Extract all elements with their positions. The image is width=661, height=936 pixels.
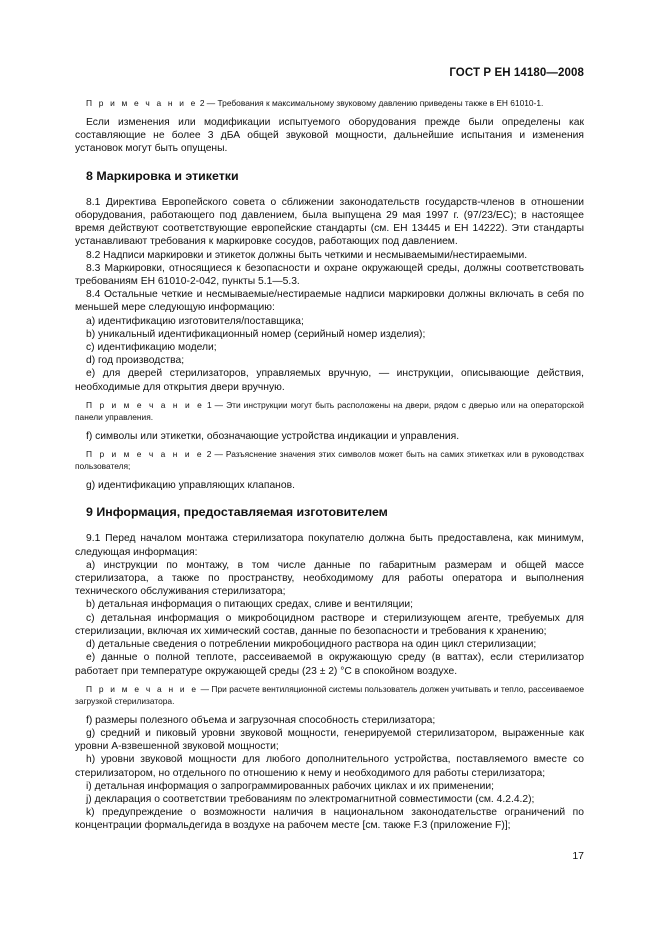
list-item: k) предупреждение о возможности наличия в национальном законодательстве ограничений по концентрации формальдегида в воздухе на рабочем месте [см. также F.3 (приложение F)]; xyxy=(75,807,584,832)
list-item: g) идентификацию управляющих клапанов. xyxy=(86,480,295,492)
list-item: j) декларация о соответствии требованиям по электромагнитной совместимости (см. 4.2.4.2); xyxy=(86,793,535,805)
note-label: П р и м е ч а н и е xyxy=(86,399,204,410)
list-item: d) детальные сведения о потреблении микробоцидного раствора на один цикл стерилизации; xyxy=(86,639,537,651)
document-header: ГОСТ Р ЕН 14180—2008 xyxy=(449,67,584,79)
note-text: 1 — Эти инструкции могут быть расположены на двери, рядом с дверью или на операторской панели управления. xyxy=(75,399,584,422)
list-item: e) для дверей стерилизаторов, управляемых вручную, — инструкции, описывающие действия, необходимые для открытия двери вручную. xyxy=(75,368,584,393)
clause-8-1: 8.1 Директива Европейского совета о сближении законодательств государств-членов в отношении оборудования, работающего под давлением, была выпущена 29 мая 1997 г. (97/23/ЕС); в настоящее время действуют соответствующие европейские стандарты (см. ЕН 13445 и ЕН 14222). Эти стандарты устанавливают требования к маркировке сосудов, работающих под давлением. xyxy=(75,196,584,248)
list-item: d) год производства; xyxy=(86,355,185,367)
list-item: a) идентификацию изготовителя/поставщика; xyxy=(86,315,304,327)
list-item: i) детальная информация о запрограммированных рабочих циклах и их применении; xyxy=(86,780,494,792)
list-item: c) детальная информация о микробоцидном растворе и стерилизующем агенте, требуемых для стерилизации, включая их химический состав, данные по безопасности и требования к хранению; xyxy=(75,612,584,637)
list-item: f) символы или этикетки, обозначающие устройства индикации и управления. xyxy=(86,430,460,442)
note-text: — При расчете вентиляционной системы пользователь должен учитывать и тепло, рассеиваемое загрузкой стерилизатора. xyxy=(75,683,584,706)
note-label: П р и м е ч а н и е xyxy=(86,449,204,460)
list-item: e) данные о полной теплоте, рассеиваемой в окружающую среду (в ваттах), если стерилизатор работает при температуре окружающей среды (23 ± 2) °С в спокойном воздухе. xyxy=(75,652,584,677)
note xyxy=(75,683,584,707)
clause-8-2: 8.2 Надписи маркировки и этикеток должны быть четкими и несмываемыми/нестираемыми. xyxy=(86,249,528,261)
paragraph: Если изменения или модификации испытуемого оборудования прежде были определены как составляющие не более 3 дБА общей звуковой мощности, дальнейшие испытания и изменения установок могут быть опущены. xyxy=(75,117,584,155)
note-label: П р и м е ч а н и е xyxy=(86,98,198,108)
section-heading-8: 8 Маркировка и этикетки xyxy=(86,168,239,183)
clause-8-4: 8.4 Остальные четкие и несмываемые/нестираемые надписи маркировки должны включать в себя по меньшей мере следующую информацию: xyxy=(75,289,584,314)
page-content xyxy=(75,92,584,833)
note xyxy=(75,97,584,109)
clause-9-1: 9.1 Перед началом монтажа стерилизатора покупателю должна быть предоставлена, как минимум, следующая информация: xyxy=(75,533,584,558)
list-item: g) средний и пиковый уровни звуковой мощности, генерируемой стерилизатором, выраженные как уровни А-взвешенной звуковой мощности; xyxy=(75,727,584,753)
page-number: 17 xyxy=(572,850,584,862)
list-item: f) размеры полезного объема и загрузочная способность стерилизатора; xyxy=(86,714,436,726)
note xyxy=(75,448,584,472)
note-text: 2 — Разъяснение значения этих символов может быть на самих этикетках или в руководствах пользователя; xyxy=(75,449,584,472)
note-label: П р и м е ч а н и е xyxy=(86,683,199,694)
list-item: h) уровни звуковой мощности для любого дополнительного устройства, поставляемого вместе со стерилизатором, но отдельного по отношению к нему и необходимого для работы стерилизатора; xyxy=(75,754,584,779)
note-text: 2 — Требования к максимальному звуковому давлению приведены также в ЕН 61010-1. xyxy=(197,98,544,108)
list-item: a) инструкции по монтажу, в том числе данные по габаритным размерам и общей массе стерилизатора, а также по пространству, необходимому для работы оператора и выполнения технического обслуживания стерилизатора; xyxy=(75,559,584,598)
list-item: c) идентификацию модели; xyxy=(86,342,217,354)
note xyxy=(75,399,584,423)
list-item: b) уникальный идентификационный номер (серийный номер изделия); xyxy=(86,328,426,340)
section-heading-9: 9 Информация, предоставляемая изготовителем xyxy=(86,505,388,520)
list-item: b) детальная информация о питающих средах, сливе и вентиляции; xyxy=(86,599,413,611)
clause-8-3: 8.3 Маркировки, относящиеся к безопасности и охране окружающей среды, должны соответствовать требованиям ЕН 61010-2-042, пункты 5.1—5.3. xyxy=(75,262,584,288)
